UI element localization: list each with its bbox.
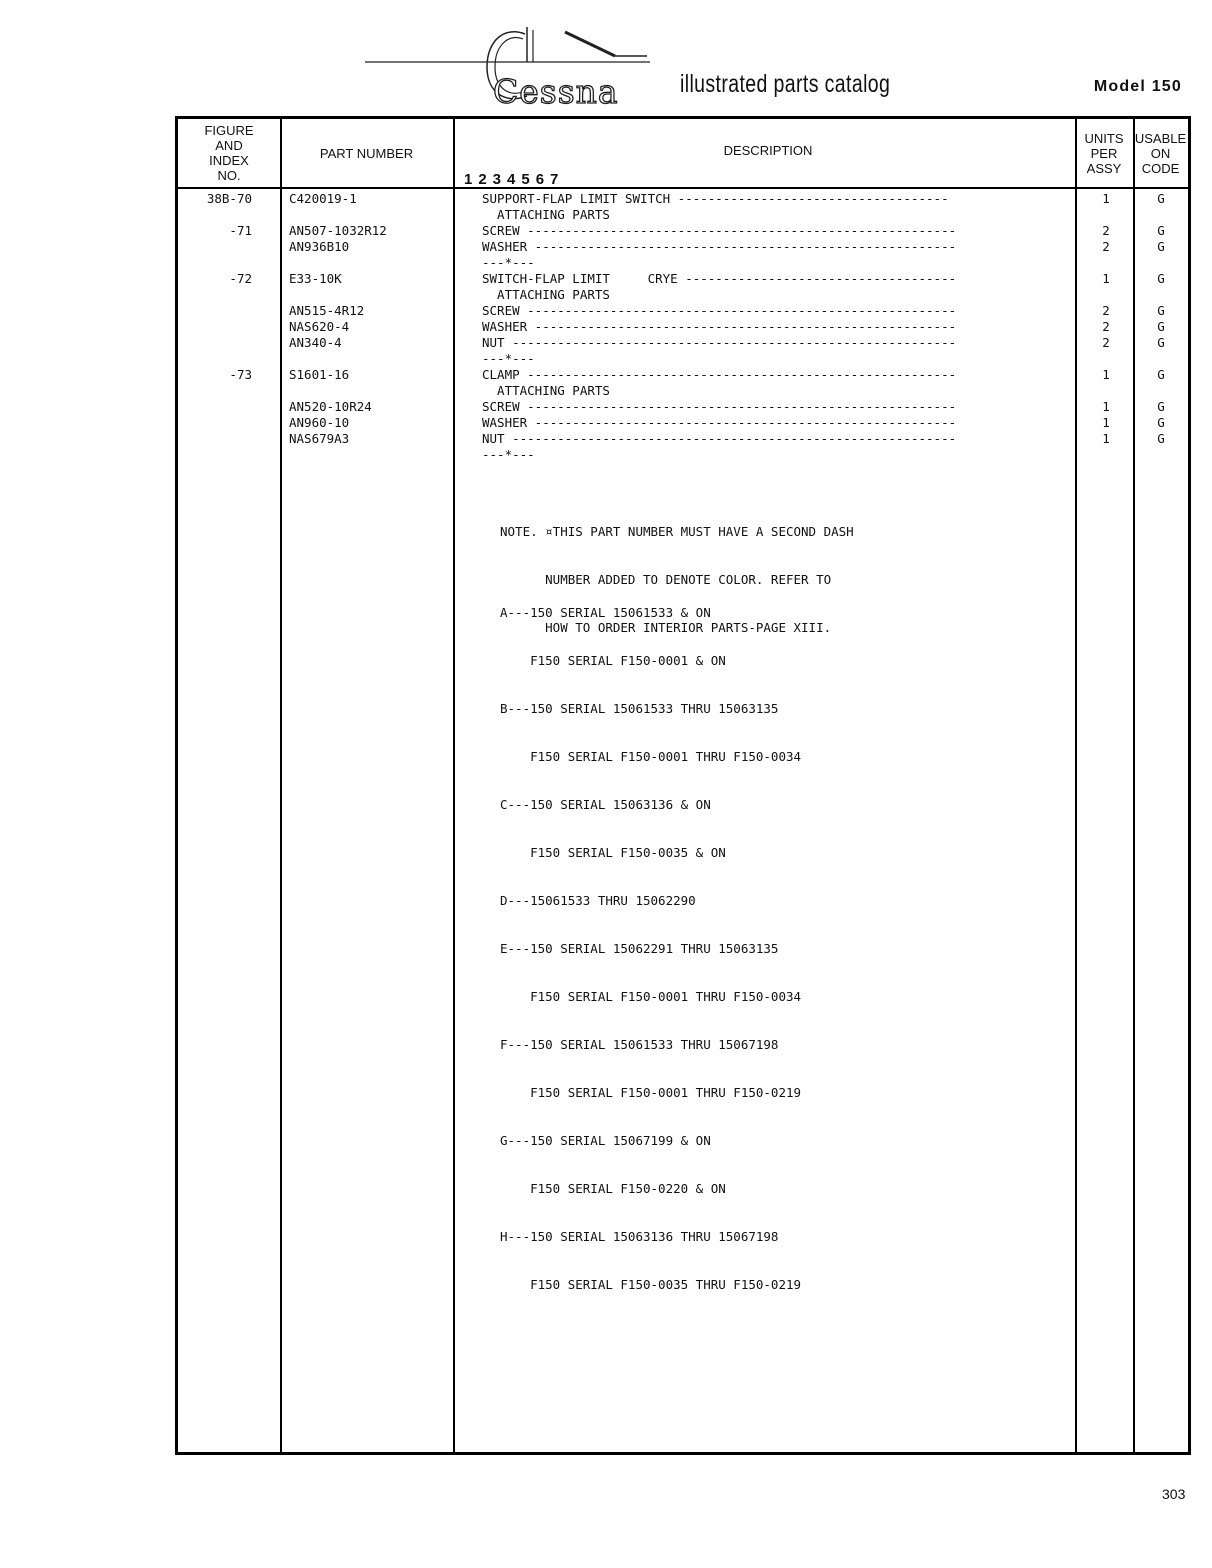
description-cell: SCREW --------------------------------------------------------- xyxy=(482,399,957,414)
description-cell: WASHER -------------------------------------------------------- xyxy=(482,239,957,254)
figure-index-cell: -73 xyxy=(229,367,252,382)
code-line: F150 SERIAL F150-0035 THRU F150-0219 xyxy=(500,1277,802,1292)
table-row xyxy=(178,415,1188,431)
description-cell: NUT ----------------------------------------------------------- xyxy=(482,431,957,446)
usable-code-cell: G xyxy=(1157,271,1165,286)
description-cell: ---*--- xyxy=(482,255,535,270)
description-cell: SWITCH-FLAP LIMIT CRYE ------------------------------------ xyxy=(482,271,957,286)
units-cell: 1 xyxy=(1102,271,1110,286)
usable-code-cell: G xyxy=(1157,239,1165,254)
part-number-cell: E33-10K xyxy=(289,271,342,286)
table-row xyxy=(178,271,1188,287)
usable-code-cell: G xyxy=(1157,319,1165,334)
brand-name: Cessna xyxy=(493,72,619,111)
table-row xyxy=(178,191,1188,207)
description-cell: ---*--- xyxy=(482,351,535,366)
figure-index-cell: -72 xyxy=(229,271,252,286)
units-cell: 1 xyxy=(1102,367,1110,382)
part-number-column-header: PART NUMBER xyxy=(319,145,414,161)
table-row xyxy=(178,287,1188,303)
table-row xyxy=(178,223,1188,239)
table-row xyxy=(178,367,1188,383)
code-line: B---150 SERIAL 15061533 THRU 15063135 xyxy=(500,701,779,716)
usable-code-cell: G xyxy=(1157,367,1165,382)
code-line: A---150 SERIAL 15061533 & ON xyxy=(500,605,711,620)
figure-index-cell: 38B-70 xyxy=(206,191,252,206)
description-cell: CLAMP --------------------------------------------------------- xyxy=(482,367,957,382)
table-row xyxy=(178,399,1188,415)
units-cell: 2 xyxy=(1102,319,1110,334)
units-cell: 2 xyxy=(1102,239,1110,254)
table-row xyxy=(178,383,1188,399)
usable-code-cell: G xyxy=(1157,415,1165,430)
page-number: 303 xyxy=(1162,1486,1186,1502)
part-number-cell: AN520-10R24 xyxy=(289,399,372,414)
table-row xyxy=(178,319,1188,335)
usable-code-cell: G xyxy=(1157,335,1165,350)
description-cell: NUT ----------------------------------------------------------- xyxy=(482,335,957,350)
description-cell: WASHER -------------------------------------------------------- xyxy=(482,415,957,430)
code-line: F---150 SERIAL 15061533 THRU 15067198 xyxy=(500,1037,779,1052)
description-cell: ATTACHING PARTS xyxy=(482,287,610,302)
code-line: C---150 SERIAL 15063136 & ON xyxy=(500,797,711,812)
usable-code-cell: G xyxy=(1157,303,1165,318)
part-number-cell: AN936B10 xyxy=(289,239,350,254)
table-row xyxy=(178,431,1188,447)
model-label: Model 150 xyxy=(1093,78,1182,95)
description-cell: SCREW --------------------------------------------------------- xyxy=(482,303,957,318)
table-row xyxy=(178,255,1188,271)
description-cell: SUPPORT-FLAP LIMIT SWITCH ------------------------------------ xyxy=(482,191,949,206)
part-number-cell: S1601-16 xyxy=(289,367,350,382)
units-cell: 1 xyxy=(1102,399,1110,414)
table-row xyxy=(178,351,1188,367)
usable-code-cell: G xyxy=(1157,191,1165,206)
catalog-title: illustrated parts catalog xyxy=(680,70,891,98)
header-divider xyxy=(178,187,1188,189)
figure-index-cell: -71 xyxy=(229,223,252,238)
figure-column-header: FIGURE AND INDEX NO. xyxy=(204,123,254,183)
description-cell: WASHER -------------------------------------------------------- xyxy=(482,319,957,334)
effectivity-codes xyxy=(500,573,801,1309)
units-cell: 2 xyxy=(1102,303,1110,318)
code-line: F150 SERIAL F150-0001 & ON xyxy=(500,653,726,668)
units-cell: 1 xyxy=(1102,431,1110,446)
units-cell: 1 xyxy=(1102,191,1110,206)
indent-level-scale: 1234567 xyxy=(464,171,565,188)
part-number-cell: AN340-4 xyxy=(289,335,342,350)
part-number-cell: AN960-10 xyxy=(289,415,350,430)
code-line: G---150 SERIAL 15067199 & ON xyxy=(500,1133,711,1148)
usable-code-cell: G xyxy=(1157,223,1165,238)
code-column-header: USABLE ON CODE xyxy=(1134,130,1187,176)
units-cell: 2 xyxy=(1102,223,1110,238)
code-line: F150 SERIAL F150-0220 & ON xyxy=(500,1181,726,1196)
note-line: NUMBER ADDED TO DENOTE COLOR. REFER TO xyxy=(500,572,832,587)
description-cell: ATTACHING PARTS xyxy=(482,383,610,398)
code-line: D---15061533 THRU 15062290 xyxy=(500,893,696,908)
table-row xyxy=(178,303,1188,319)
part-number-cell: C420019-1 xyxy=(289,191,357,206)
table-row xyxy=(178,335,1188,351)
code-line: F150 SERIAL F150-0035 & ON xyxy=(500,845,726,860)
cessna-logo xyxy=(365,22,665,112)
table-row xyxy=(178,239,1188,255)
part-number-cell: AN515-4R12 xyxy=(289,303,365,318)
code-line: F150 SERIAL F150-0001 THRU F150-0034 xyxy=(500,989,802,1004)
usable-code-cell: G xyxy=(1157,431,1165,446)
usable-code-cell: G xyxy=(1157,399,1165,414)
description-cell: SCREW --------------------------------------------------------- xyxy=(482,223,957,238)
description-column-header: DESCRIPTION xyxy=(723,143,813,158)
page-header xyxy=(0,0,1212,115)
units-cell: 1 xyxy=(1102,415,1110,430)
code-line: E---150 SERIAL 15062291 THRU 15063135 xyxy=(500,941,779,956)
part-number-cell: AN507-1032R12 xyxy=(289,223,387,238)
code-line: F150 SERIAL F150-0001 THRU F150-0219 xyxy=(500,1085,802,1100)
units-column-header: UNITS PER ASSY xyxy=(1084,130,1124,176)
table-row xyxy=(178,447,1188,463)
description-cell: ---*--- xyxy=(482,447,535,462)
description-cell: ATTACHING PARTS xyxy=(482,207,610,222)
note-line: NOTE. ¤THIS PART NUMBER MUST HAVE A SECOND DASH xyxy=(500,524,854,539)
code-line: F150 SERIAL F150-0001 THRU F150-0034 xyxy=(500,749,802,764)
part-number-cell: NAS679A3 xyxy=(289,431,350,446)
units-cell: 2 xyxy=(1102,335,1110,350)
note-line: HOW TO ORDER INTERIOR PARTS-PAGE XIII. xyxy=(500,620,832,635)
table-row xyxy=(178,207,1188,223)
part-number-cell: NAS620-4 xyxy=(289,319,350,334)
code-line: H---150 SERIAL 15063136 THRU 15067198 xyxy=(500,1229,779,1244)
